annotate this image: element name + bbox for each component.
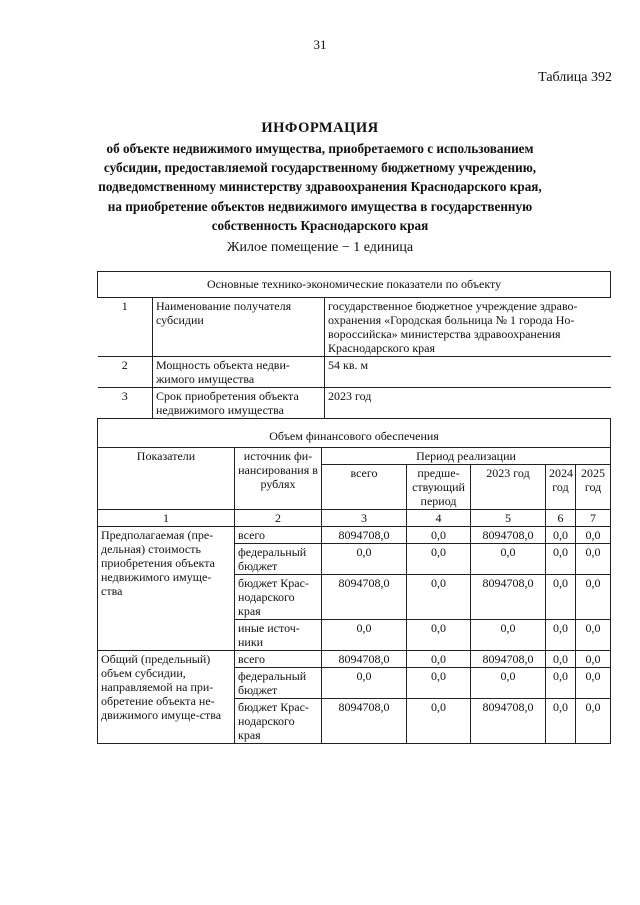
- source-cell: всего: [235, 651, 322, 668]
- section-header-row: [98, 272, 611, 298]
- previous-period-cell: 0,0: [407, 699, 471, 744]
- source-cell: федеральный бюджет: [235, 668, 322, 699]
- header-indicators: Показатели: [98, 448, 235, 510]
- info-row-label: Мощность объекта недви-жимого имущества: [153, 357, 325, 388]
- section-header-row: [98, 419, 611, 448]
- title-line: на приобретение объектов недвижимого имущества в государственную: [107, 198, 533, 214]
- year-2024-cell: 0,0: [546, 668, 576, 699]
- year-2024-cell: 0,0: [546, 651, 576, 668]
- row-group-label: Предполагаемая (пре-дельная) стоимость приобретения объекта недвижимого имуще-ства: [98, 527, 235, 651]
- year-2025-cell: 0,0: [576, 575, 611, 620]
- table-row: [98, 651, 611, 668]
- info-subtable: [98, 298, 611, 418]
- title-line: собственность Краснодарского края: [211, 217, 429, 233]
- source-cell: иные источ-ники: [235, 620, 322, 651]
- info-row-label: Наименование получателя субсидии: [153, 298, 325, 357]
- info-row: [98, 298, 611, 419]
- year-2025-cell: 0,0: [576, 544, 611, 575]
- info-row: [98, 357, 611, 388]
- header-period: Период реализации: [322, 448, 611, 465]
- col-number: 5: [471, 510, 546, 527]
- year-2025-cell: 0,0: [576, 620, 611, 651]
- section-title: Основные технико-экономические показатели по объекту: [98, 272, 611, 298]
- year-2025-cell: 0,0: [576, 651, 611, 668]
- info-row-label: Срок приобретения объекта недвижимого имущества: [153, 388, 325, 419]
- header-row: [98, 448, 611, 465]
- previous-period-cell: 0,0: [407, 527, 471, 544]
- previous-period-cell: 0,0: [407, 668, 471, 699]
- section-title: Объем финансового обеспечения: [98, 419, 611, 448]
- header-2024: 2024 год: [546, 465, 576, 510]
- source-cell: бюджет Крас-нодарского края: [235, 575, 322, 620]
- info-row-number: 3: [98, 388, 153, 419]
- table-label: Таблица 392: [538, 70, 612, 85]
- year-2025-cell: 0,0: [576, 668, 611, 699]
- previous-period-cell: 0,0: [407, 620, 471, 651]
- document-heading: [20, 120, 620, 235]
- info-row-value: 54 кв. м: [325, 357, 611, 388]
- year-2024-cell: 0,0: [546, 527, 576, 544]
- source-cell: федеральный бюджет: [235, 544, 322, 575]
- year-2024-cell: 0,0: [546, 544, 576, 575]
- col-number: 7: [576, 510, 611, 527]
- total-cell: 8094708,0: [322, 699, 407, 744]
- previous-period-cell: 0,0: [407, 544, 471, 575]
- page-number: 31: [313, 37, 327, 52]
- total-cell: 0,0: [322, 620, 407, 651]
- title-line: субсидии, предоставляемой государственному бюджетному учреждению,: [103, 160, 537, 176]
- year-2024-cell: 0,0: [546, 575, 576, 620]
- year-2023-cell: 0,0: [471, 668, 546, 699]
- year-2024-cell: 0,0: [546, 620, 576, 651]
- total-cell: 8094708,0: [322, 651, 407, 668]
- title-line: подведомственному министерству здравоохранения Краснодарского края,: [98, 179, 542, 195]
- year-2023-cell: 8094708,0: [471, 575, 546, 620]
- year-2023-cell: 0,0: [471, 620, 546, 651]
- info-row: [98, 388, 611, 419]
- total-cell: 8094708,0: [322, 575, 407, 620]
- year-2024-cell: 0,0: [546, 699, 576, 744]
- year-2023-cell: 0,0: [471, 544, 546, 575]
- info-row-value: 2023 год: [325, 388, 611, 419]
- header-2025: 2025 год: [576, 465, 611, 510]
- year-2023-cell: 8094708,0: [471, 699, 546, 744]
- header-source: источник фи-нансирования в рублях: [235, 448, 322, 510]
- col-number: 1: [98, 510, 235, 527]
- document-subtitle: Жилое помещение − 1 единица: [226, 240, 414, 255]
- row-group-label: Общий (предельный) объем субсидии, направляемой на при-обретение объекта не-движимого имуще-ства: [98, 651, 235, 744]
- header-previous: предше-ствующий период: [407, 465, 471, 510]
- header-total: всего: [322, 465, 407, 510]
- header-2023: 2023 год: [471, 465, 546, 510]
- info-row: [98, 298, 611, 357]
- col-number: 2: [235, 510, 322, 527]
- year-2023-cell: 8094708,0: [471, 527, 546, 544]
- source-cell: всего: [235, 527, 322, 544]
- year-2023-cell: 8094708,0: [471, 651, 546, 668]
- year-2025-cell: 0,0: [576, 527, 611, 544]
- year-2025-cell: 0,0: [576, 699, 611, 744]
- table-row: [98, 527, 611, 544]
- info-row-number: 1: [98, 298, 153, 357]
- total-cell: 0,0: [322, 668, 407, 699]
- info-row-number: 2: [98, 357, 153, 388]
- col-number: 3: [322, 510, 407, 527]
- info-table: [97, 271, 611, 744]
- info-row-value: государственное бюджетное учреждение здраво-охранения «Городская больница № 1 города Но-вороссийска» министерства здравоохранения Краснодарского края: [325, 298, 611, 357]
- column-numbers-row: [98, 510, 611, 527]
- total-cell: 8094708,0: [322, 527, 407, 544]
- document-title: ИНФОРМАЦИЯ: [261, 120, 379, 136]
- col-number: 4: [407, 510, 471, 527]
- previous-period-cell: 0,0: [407, 651, 471, 668]
- col-number: 6: [546, 510, 576, 527]
- previous-period-cell: 0,0: [407, 575, 471, 620]
- title-line: об объекте недвижимого имущества, приобретаемого с использованием: [106, 141, 534, 156]
- source-cell: бюджет Крас-нодарского края: [235, 699, 322, 744]
- total-cell: 0,0: [322, 544, 407, 575]
